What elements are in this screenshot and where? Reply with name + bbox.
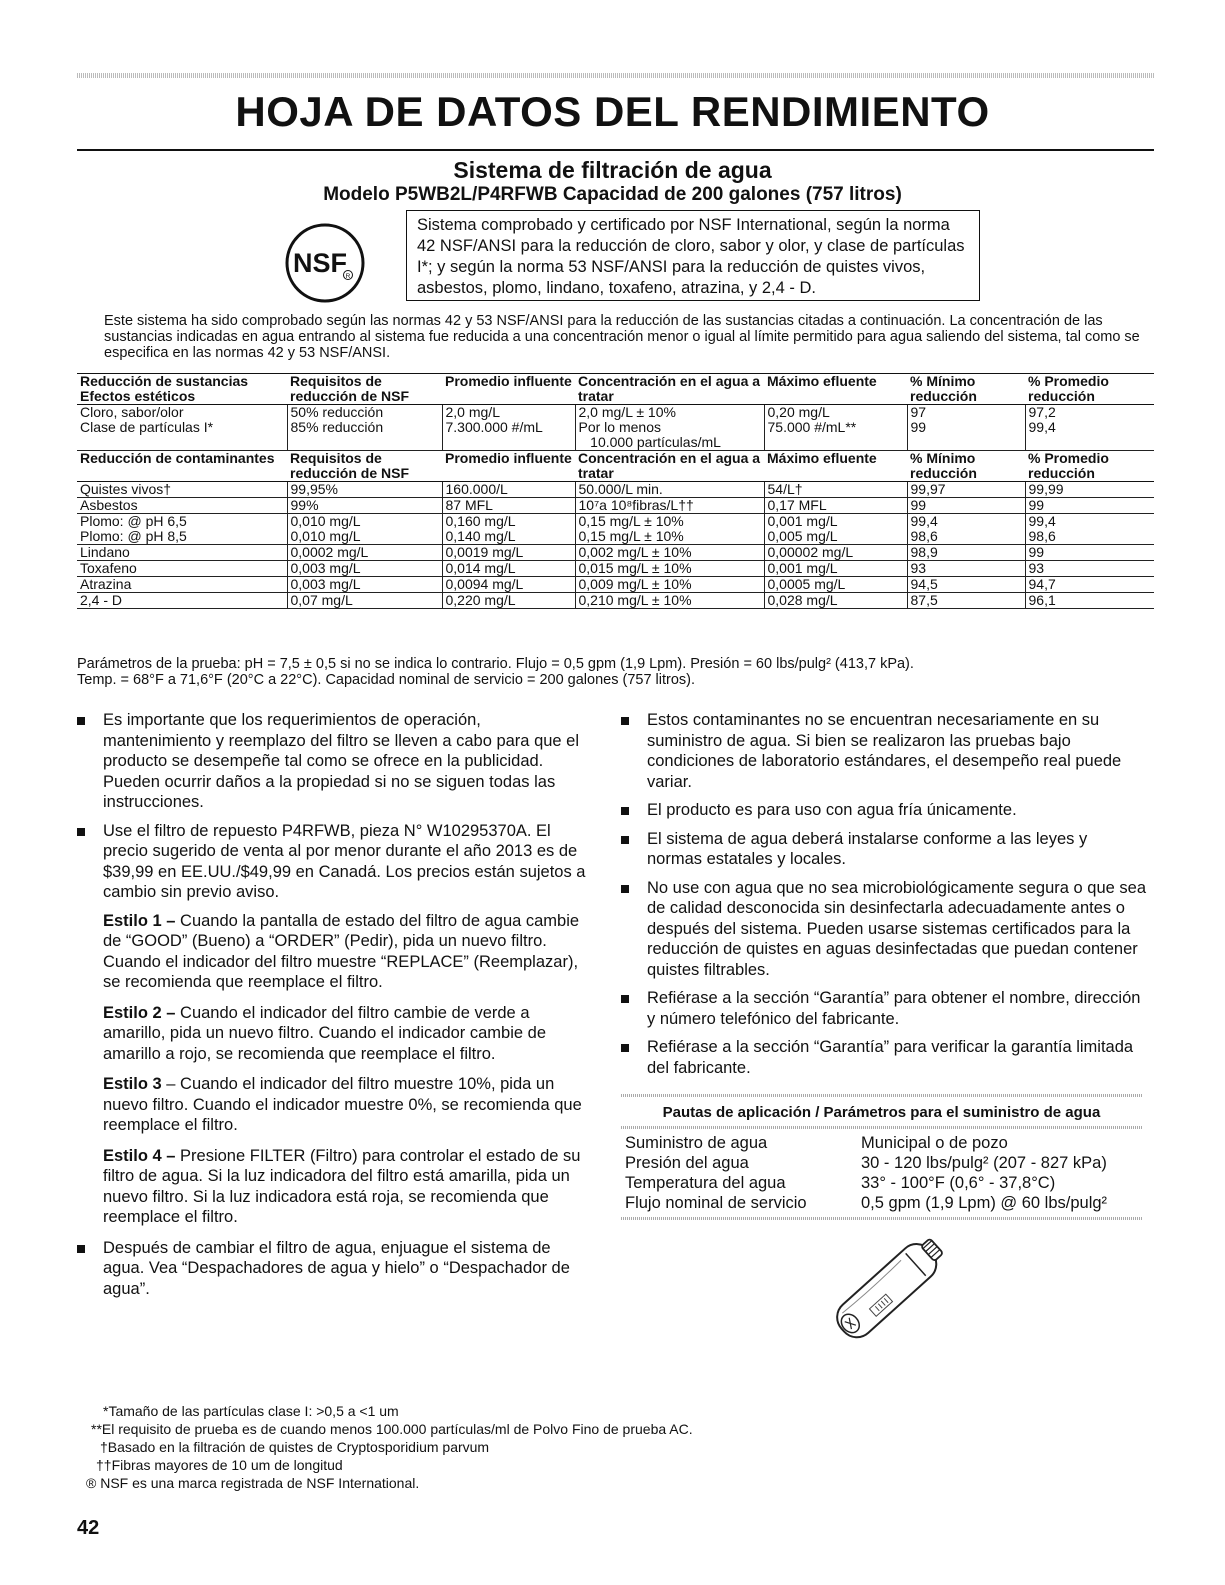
table-cell: 0,15 mg/L ± 10% 0,15 mg/L ± 10% [575, 514, 764, 545]
table-cell: 0,0094 mg/L [442, 577, 575, 593]
style-1-paragraph [77, 911, 587, 993]
table-cell: 0,028 mg/L [764, 593, 907, 609]
table-cell: 10⁷a 10⁸fibras/L†† [575, 498, 764, 514]
app-value: 0,5 gpm (1,9 Lpm) @ 60 lbs/pulg² [861, 1194, 1108, 1212]
column-header: Requisitos de reducción de NSF [287, 451, 442, 482]
table-cell: 97 99 [907, 405, 1025, 451]
page-number: 42 [77, 1517, 100, 1539]
footnote: †Basado en la filtración de quistes de Cryptosporidium parvum [100, 1439, 490, 1455]
footnote: ® NSF es una marca registrada de NSF International. [86, 1475, 420, 1491]
table-cell: Cloro, sabor/olor Clase de partículas I* [77, 405, 287, 451]
app-label: Temperatura del agua [625, 1174, 786, 1192]
column-header: Concentración en el agua a tratar [575, 451, 764, 482]
title-rule [77, 149, 1154, 151]
table-cell: 50% reducción 85% reducción [287, 405, 442, 451]
table-row [77, 482, 1154, 498]
table-cell: 2,0 mg/L ± 10% Por lo menos 10.000 partículas/mL [575, 405, 764, 451]
column-header: % Promedio reducción [1025, 374, 1154, 405]
column-header: Promedio influente [442, 374, 575, 405]
table-cell: 0,001 mg/L [764, 561, 907, 577]
table-header-row [77, 374, 1154, 405]
top-dotted-rule [77, 73, 1154, 78]
table-cell: 99,97 [907, 482, 1025, 498]
app-row [622, 1133, 1142, 1153]
table-row [77, 593, 1154, 609]
table-cell: 2,0 mg/L 7.300.000 #/mL [442, 405, 575, 451]
table-cell: 87 MFL [442, 498, 575, 514]
params-line-2: Temp. = 68°F a 71,6°F (20°C a 22°C). Capacidad nominal de servicio = 200 galones (757 litros). [77, 672, 696, 688]
column-header: Máximo efluente [764, 374, 907, 405]
app-value: 30 - 120 lbs/pulg² (207 - 827 kPa) [861, 1154, 1107, 1172]
performance-table [77, 373, 1154, 609]
table-cell: 0,014 mg/L [442, 561, 575, 577]
app-value: Municipal o de pozo [861, 1134, 1008, 1152]
application-guidelines-table [622, 1133, 1142, 1213]
table-cell: 50.000/L min. [575, 482, 764, 498]
table-cell: 0,210 mg/L ± 10% [575, 593, 764, 609]
table-cell: 99 [1025, 498, 1154, 514]
table-row [77, 577, 1154, 593]
app-label: Flujo nominal de servicio [625, 1194, 807, 1212]
style-label: Estilo 3 [103, 1075, 162, 1093]
style-2-paragraph [77, 1003, 587, 1065]
nsf-logo-icon [284, 222, 366, 304]
table-cell: Quistes vivos† [77, 482, 287, 498]
table-cell: 99% [287, 498, 442, 514]
column-header: Reducción de contaminantes [77, 451, 287, 482]
bullet-flush-system: Después de cambiar el filtro de agua, enjuague el sistema de agua. Vea “Despachadores de agua y hielo” o “Despachador de agua”. [77, 1238, 587, 1300]
column-header: Promedio influente [442, 451, 575, 482]
bullet-requirements: Es importante que los requerimientos de operación, mantenimiento y reemplazo del filtro se lleven a cabo para que el producto se desempeñe tal como se ofrece en la publicidad. Pueden ocurrir daños a la propiedad si no se siguen todas las instrucciones. [77, 710, 587, 813]
test-parameters [77, 656, 1154, 688]
right-bullet: Estos contaminantes no se encuentran necesariamente en su suministro de agua. Si bien se realizaron las pruebas bajo condiciones de laboratorio estándares, el desempeño real puede variar. [621, 710, 1146, 792]
left-column [77, 710, 587, 1307]
column-header: % Mínimo reducción [907, 451, 1025, 482]
table-cell: 0,00002 mg/L [764, 545, 907, 561]
table-cell: 0,003 mg/L [287, 577, 442, 593]
right-bullet: Refiérase a la sección “Garantía” para obtener el nombre, dirección y número telefónico del fabricante. [621, 988, 1146, 1029]
table-cell: 0,17 MFL [764, 498, 907, 514]
table-row [77, 514, 1154, 545]
table-cell: 87,5 [907, 593, 1025, 609]
nsf-certification-box: Sistema comprobado y certificado por NSF International, según la norma 42 NSF/ANSI para la reducción de cloro, sabor y olor, y clase de partículas I*; y según la norma 53 NSF/ANSI para la reducción de quistes vivos, asbestos, plomo, lindano, toxafeno, atrazina, y 2,4 - D. [406, 210, 980, 301]
table-cell: 98,9 [907, 545, 1025, 561]
table-cell: Atrazina [77, 577, 287, 593]
table-cell: 99,4 98,6 [1025, 514, 1154, 545]
water-filter-cartridge-icon [818, 1232, 948, 1357]
table-cell: 0,003 mg/L [287, 561, 442, 577]
right-bullet: El sistema de agua deberá instalarse conforme a las leyes y normas estatales y locales. [621, 829, 1146, 870]
table-cell: 0,0019 mg/L [442, 545, 575, 561]
table-cell: 0,07 mg/L [287, 593, 442, 609]
table-row [77, 405, 1154, 451]
table-cell: 96,1 [1025, 593, 1154, 609]
table-row [77, 545, 1154, 561]
table-cell: 0,0002 mg/L [287, 545, 442, 561]
table-cell: 0,0005 mg/L [764, 577, 907, 593]
table-cell: 160.000/L [442, 482, 575, 498]
subtitle: Sistema de filtración de agua [453, 157, 772, 183]
app-row [622, 1193, 1142, 1213]
model-line: Modelo P5WB2L/P4RFWB Capacidad de 200 galones (757 litros) [323, 184, 902, 205]
right-bullet: Refiérase a la sección “Garantía” para verificar la garantía limitada del fabricante. [621, 1037, 1146, 1078]
table-cell: Lindano [77, 545, 287, 561]
style-text: Cuando la pantalla de estado del filtro de agua cambie de “GOOD” (Bueno) a “ORDER” (Pedir), pida un nuevo filtro. Cuando el indicador del filtro muestre “REPLACE” (Reemplazar), se recomienda que reemplace el filtro. [103, 911, 580, 991]
table-cell: 99,99 [1025, 482, 1154, 498]
column-header: % Mínimo reducción [907, 374, 1025, 405]
app-row [622, 1153, 1142, 1173]
column-header: Concentración en el agua a tratar [575, 374, 764, 405]
style-label: Estilo 2 – [103, 1003, 176, 1022]
table-cell: 0,220 mg/L [442, 593, 575, 609]
page-title: HOJA DE DATOS DEL RENDIMIENTO [235, 88, 990, 135]
table-cell: 99 [907, 498, 1025, 514]
column-header: Requisitos de reducción de NSF [287, 374, 442, 405]
style-text: Presione FILTER (Filtro) para controlar el estado de su filtro de agua. Si la luz indicadora del filtro está amarilla, pida un nuevo filtro. Si la luz indicadora está roja, se recomienda que reemplace el filtro. [103, 1146, 581, 1226]
column-header: Reducción de sustancias Efectos estéticos [77, 374, 287, 405]
nsf-logo-text: NSF [293, 248, 347, 278]
app-label: Suministro de agua [625, 1134, 768, 1152]
right-bullet: No use con agua que no sea microbiológicamente segura o que sea de calidad desconocida sin desinfectarla adecuadamente antes o después del sistema. Pueden usarse sistemas certificados para la reducción de quistes en aguas desinfectadas que puedan contener quistes filtrables. [621, 878, 1146, 981]
table-cell: 99,4 98,6 [907, 514, 1025, 545]
column-header: % Promedio reducción [1025, 451, 1154, 482]
style-label: Estilo 4 – [103, 1146, 176, 1165]
table-row [77, 498, 1154, 514]
table-cell: 94,5 [907, 577, 1025, 593]
app-mid-rule [621, 1126, 1142, 1129]
table-cell: 2,4 - D [77, 593, 287, 609]
table-cell: 0,015 mg/L ± 10% [575, 561, 764, 577]
table-cell: 93 [1025, 561, 1154, 577]
bullet-replacement-filter: Use el filtro de repuesto P4RFWB, pieza N° W10295370A. El precio sugerido de venta al por menor durante el año 2013 es de $39,99 en EE.UU./$49,99 en Canadá. Los precios están sujetos a cambio sin previo aviso. [77, 821, 587, 903]
footnote: *Tamaño de las partículas clase I: >0,5 a <1 um [103, 1403, 399, 1419]
svg-text:R: R [345, 273, 351, 280]
table-cell: 0,010 mg/L 0,010 mg/L [287, 514, 442, 545]
table-cell: 0,20 mg/L 75.000 #/mL** [764, 405, 907, 451]
app-label: Presión del agua [625, 1154, 749, 1172]
table-cell: Asbestos [77, 498, 287, 514]
table-cell: 99,95% [287, 482, 442, 498]
app-value: 33° - 100°F (0,6° - 37,8°C) [861, 1174, 1056, 1192]
style-text: Cuando el indicador del filtro cambie de verde a amarillo, pida un nuevo filtro. Cuando el indicador cambie de amarillo a rojo, se recomienda que reemplace el filtro. [103, 1003, 547, 1063]
table-row [77, 561, 1154, 577]
footnote: **El requisito de prueba es de cuando menos 100.000 partículas/ml de Polvo Fino de prueba AC. [91, 1421, 693, 1437]
table-cell: 94,7 [1025, 577, 1154, 593]
table-cell: 54/L† [764, 482, 907, 498]
right-column [621, 710, 1146, 1086]
params-line-1: Parámetros de la prueba: pH = 7,5 ± 0,5 si no se indica lo contrario. Flujo = 0,5 gpm (1,9 Lpm). Presión = 60 lbs/pulg² (413,7 kPa). [77, 656, 914, 672]
intro-paragraph: Este sistema ha sido comprobado según las normas 42 y 53 NSF/ANSI para la reducción de las sustancias citadas a continuación. La concentración de las sustancias indicadas en agua entrando al sistema fue reducida a una concentración menor o igual al límite permitido para agua saliendo del sistema, tal como se especifica en las normas 42 y 53 NSF/ANSI. [104, 313, 1140, 361]
table-cell: 97,2 99,4 [1025, 405, 1154, 451]
table-header-row [77, 451, 1154, 482]
table-cell: 99 [1025, 545, 1154, 561]
table-cell: 0,002 mg/L ± 10% [575, 545, 764, 561]
style-3-paragraph [77, 1074, 587, 1136]
style-label: Estilo 1 – [103, 911, 176, 930]
right-bullet: El producto es para uso con agua fría únicamente. [621, 800, 1146, 821]
app-top-rule [621, 1094, 1142, 1097]
table-cell: 0,001 mg/L 0,005 mg/L [764, 514, 907, 545]
footnote: ††Fibras mayores de 10 um de longitud [96, 1457, 343, 1473]
table-cell: Toxafeno [77, 561, 287, 577]
application-guidelines-title: Pautas de aplicación / Parámetros para el suministro de agua [662, 1104, 1101, 1121]
app-bottom-rule [621, 1217, 1142, 1220]
column-header: Máximo efluente [764, 451, 907, 482]
table-cell: 93 [907, 561, 1025, 577]
table-cell: Plomo: @ pH 6,5 Plomo: @ pH 8,5 [77, 514, 287, 545]
app-row [622, 1173, 1142, 1193]
table-cell: 0,009 mg/L ± 10% [575, 577, 764, 593]
table-cell: 0,160 mg/L 0,140 mg/L [442, 514, 575, 545]
style-4-paragraph [77, 1146, 587, 1228]
style-text: – Cuando el indicador del filtro muestre 10%, pida un nuevo filtro. Cuando el indicador muestre 0%, se recomienda que reemplace el filtro. [103, 1075, 582, 1134]
footnotes [86, 1402, 693, 1492]
